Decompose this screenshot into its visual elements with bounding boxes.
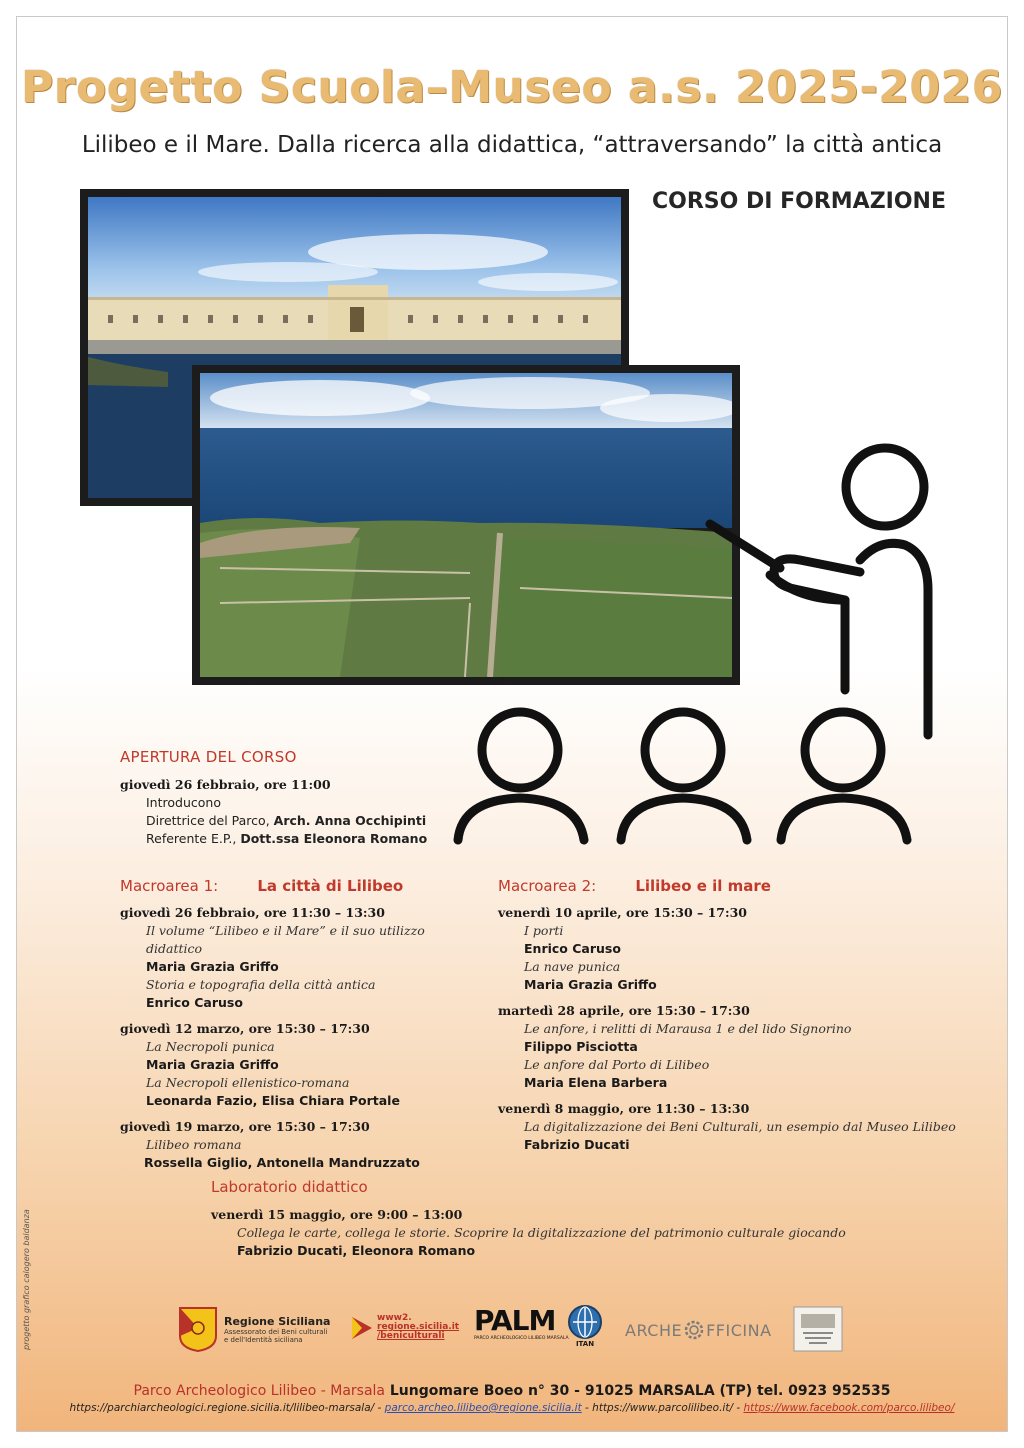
session-date: martedì 28 aprile, ore 15:30 – 17:30 [498, 1003, 750, 1018]
macro1-session [120, 1020, 480, 1110]
talk-title: Il volume “Lilibeo e il Mare” e il suo utilizzo didattico [146, 923, 425, 956]
macro1-sessions [120, 904, 480, 1172]
opening-line1-name: Arch. Anna Occhipinti [273, 813, 427, 828]
macro1-heading [120, 876, 403, 895]
palm-text: PALM [474, 1304, 556, 1337]
macro2-heading [498, 876, 771, 895]
globe-icon [567, 1304, 603, 1340]
lab-date: venerdì 15 maggio, ore 9:00 – 13:00 [211, 1207, 463, 1222]
footer-address: Lungomare Boeo n° 30 - 91025 MARSALA (TP) tel. 0923 952535 [389, 1383, 891, 1399]
talk-speaker: Maria Grazia Griffo [524, 977, 657, 992]
palm-sub: PARCO ARCHEOLOGICO LILIBEO MARSALA [474, 1336, 569, 1341]
talk-speaker: Maria Elena Barbera [524, 1075, 668, 1090]
www-line1: www2. [377, 1313, 412, 1323]
footer-links-line [0, 1402, 1024, 1414]
session-date: giovedì 19 marzo, ore 15:30 – 17:30 [120, 1119, 370, 1134]
talk-speaker: Rossella Giglio, Antonella Mandruzzato [144, 1155, 420, 1170]
opening-line1 [120, 812, 460, 830]
footer-park-name: Parco Archeologico Lilibeo - Marsala [133, 1383, 386, 1399]
macro2-sessions [498, 904, 968, 1154]
talk-title: Le anfore, i relitti di Marausa 1 e del lido Signorino [524, 1021, 852, 1036]
talk-speaker: Leonarda Fazio, Elisa Chiara Portale [146, 1093, 400, 1108]
lab-block [211, 1206, 931, 1260]
opening-line2-name: Dott.ssa Eleonora Romano [240, 831, 428, 846]
regione-sub2: e dell'Identità siciliana [224, 1335, 303, 1344]
talk-speaker: Enrico Caruso [524, 941, 621, 956]
session-date: venerdì 10 aprile, ore 15:30 – 17:30 [498, 905, 747, 920]
opening-line2 [120, 830, 460, 848]
design-credit: progetto grafico calogero baldanza [22, 1209, 31, 1350]
macro2-label: Macroarea 2: [498, 877, 597, 895]
beniculturali-web-logo [350, 1314, 459, 1341]
www-line2: regione.sicilia.it [377, 1322, 460, 1332]
itan-text: ITAN [575, 1340, 595, 1348]
macro1-session [120, 1118, 480, 1172]
footer-url-parchi[interactable]: https://parchiarcheologici.regione.sicilia.it/lilibeo-marsala/ [69, 1402, 375, 1414]
opening-line1-role: Direttrice del Parco, [146, 813, 274, 828]
www-line3: /beniculturali [377, 1331, 445, 1341]
regione-name: Regione Siciliana [224, 1314, 331, 1328]
regione-siciliana-logo [178, 1306, 330, 1352]
talk-title: Lilibeo romana [146, 1137, 242, 1152]
footer-separator: - [732, 1402, 744, 1414]
macro2-name: Lilibeo e il mare [635, 877, 771, 895]
talk-speaker: Enrico Caruso [146, 995, 243, 1010]
lab-title: Laboratorio didattico [211, 1178, 368, 1196]
talk-title: La nave punica [524, 959, 621, 974]
flag-icon [350, 1315, 374, 1341]
itan-logo [567, 1304, 603, 1348]
footer-address-line [0, 1383, 1024, 1399]
macro2-session [498, 1100, 968, 1154]
session-date: venerdì 8 maggio, ore 11:30 – 13:30 [498, 1101, 750, 1116]
page-title: Progetto Scuola–Museo a.s. 2025-2026 [21, 62, 1003, 113]
talk-title: Le anfore dal Porto di Lilibeo [524, 1057, 710, 1072]
page-subtitle: Lilibeo e il Mare. Dalla ricerca alla didattica, “attraversando” la città antica [81, 132, 943, 158]
palm-logo [474, 1306, 569, 1341]
footer-email-link[interactable]: parco.archeo.lilibeo@regione.sicilia.it [384, 1402, 582, 1414]
talk-speaker: Maria Grazia Griffo [146, 959, 279, 974]
footer-url-parco[interactable]: https://www.parcolilibeo.it/ [592, 1402, 733, 1414]
talk-title: La Necropoli punica [146, 1039, 275, 1054]
logos-row [0, 1300, 1024, 1360]
talk-title: La digitalizzazione dei Beni Culturali, un esempio dal Museo Lilibeo [524, 1119, 956, 1134]
footer-separator: - [581, 1402, 593, 1414]
macro2-session [498, 904, 968, 994]
officina-text: FFICINA [706, 1320, 772, 1340]
lab-speaker: Fabrizio Ducati, Eleonora Romano [237, 1243, 476, 1258]
footer-separator: - [374, 1402, 385, 1414]
session-date: giovedì 26 febbraio, ore 11:30 – 13:30 [120, 905, 385, 920]
opening-date: giovedì 26 febbraio, ore 11:00 [120, 777, 331, 792]
talk-title: Storia e topografia della città antica [146, 977, 376, 992]
macro1-label: Macroarea 1: [120, 877, 219, 895]
opening-title: APERTURA DEL CORSO [120, 748, 297, 766]
gear-icon [682, 1318, 706, 1342]
macro2-session [498, 1002, 968, 1092]
archeo-text: ARCHE [625, 1320, 683, 1340]
museum-emblem-icon [793, 1306, 843, 1352]
opening-intro: Introducono [146, 795, 221, 810]
photo-aerial-site [192, 365, 740, 685]
trinacria-icon [178, 1306, 218, 1352]
footer-facebook-link[interactable]: https://www.facebook.com/parco.lilibeo/ [743, 1402, 955, 1414]
talk-speaker: Fabrizio Ducati [524, 1137, 630, 1152]
regione-sub1: Assessorato dei Beni culturali [224, 1327, 328, 1336]
lab-talk: Collega le carte, collega le storie. Scoprire la digitalizzazione del patrimonio culturale giocando [237, 1225, 846, 1240]
talk-title: La Necropoli ellenistico-romana [146, 1075, 350, 1090]
session-date: giovedì 12 marzo, ore 15:30 – 17:30 [120, 1021, 370, 1036]
opening-block [120, 776, 460, 848]
opening-line2-role: Referente E.P., [146, 831, 241, 846]
talk-speaker: Maria Grazia Griffo [146, 1057, 279, 1072]
archeofficina-logo [625, 1318, 772, 1342]
macro1-session [120, 904, 480, 1012]
macro1-name: La città di Lilibeo [257, 877, 404, 895]
course-label: CORSO DI FORMAZIONE [652, 189, 946, 214]
association-logo [793, 1306, 843, 1352]
talk-speaker: Filippo Pisciotta [524, 1039, 638, 1054]
talk-title: I porti [524, 923, 564, 938]
